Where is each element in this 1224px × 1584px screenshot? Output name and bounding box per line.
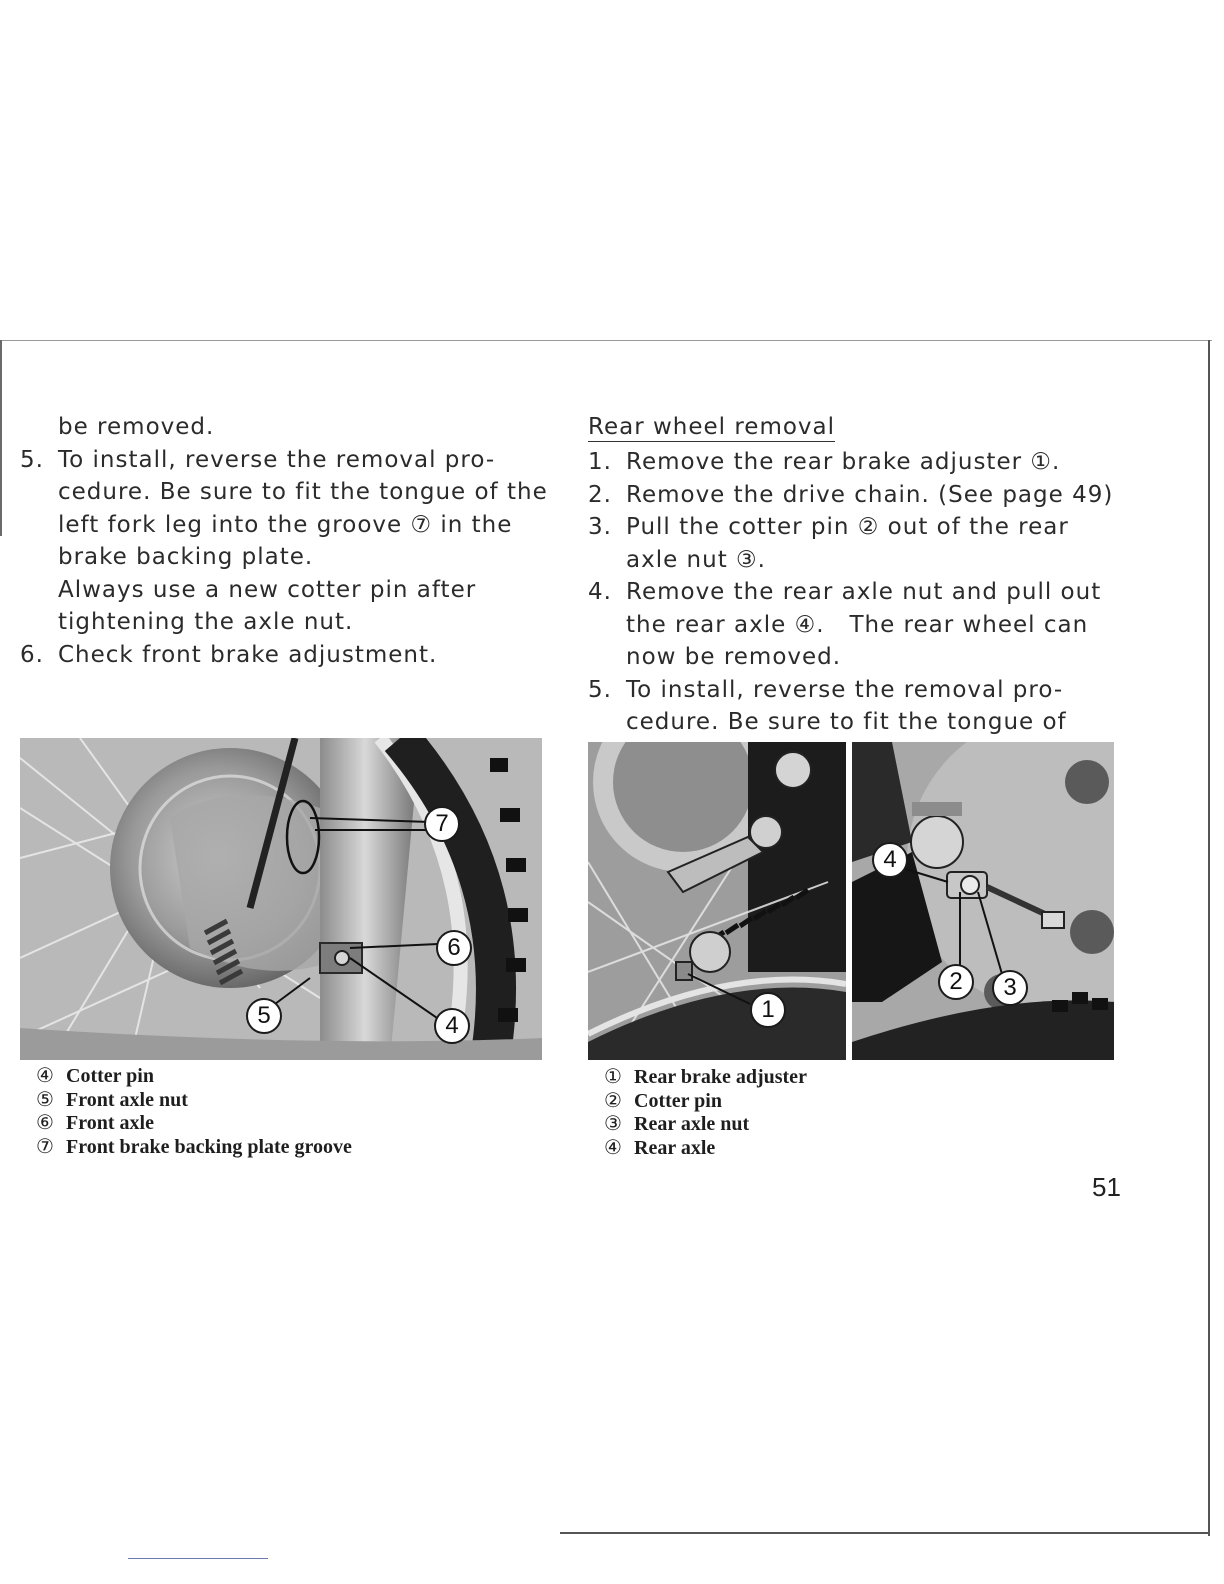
step-item [588,576,1124,674]
caption-text: Rear axle nut [634,1113,750,1135]
callout-4-rear: 4 [872,842,908,878]
caption-item [604,1066,807,1090]
text-line: cedure. Be sure to fit the tongue of the [58,479,548,505]
text-line: brake backing plate. [58,544,314,570]
step-text [626,479,1124,512]
step-item [20,444,555,639]
callout-4: 4 [434,1008,470,1044]
caption-text: Rear brake adjuster [634,1066,807,1088]
step-number: 2. [588,481,612,508]
caption-text: Front axle nut [66,1088,188,1111]
step-item [588,446,1124,479]
rear-brake-illustration [588,742,846,1060]
text-line: tightening the axle nut. [58,609,354,635]
text-line: Remove the drive chain. (See page 49) [626,481,1114,508]
callout-7: 7 [424,806,460,842]
text-line: Check front brake adjustment. [58,641,438,668]
step-number: 5. [588,676,612,703]
left-text-column [20,411,555,671]
caption-text: Front axle [66,1112,154,1134]
step-text [626,446,1124,479]
caption-item [36,1065,352,1089]
step-text [58,639,555,672]
text-line: axle nut ③. [626,546,766,573]
text-line: the rear axle ④. The rear wheel can [626,611,1089,638]
page-frame-right-rule [1208,340,1210,1536]
step-number: 1. [588,449,612,475]
front-wheel-photo [20,738,542,1060]
text-line: Remove the rear brake adjuster ①. [626,449,1061,475]
step-text [626,674,1124,739]
step-item [588,674,1124,739]
caption-item [604,1113,807,1137]
caption-text: Cotter pin [66,1065,154,1087]
text-line: Always use a new cotter pin after [58,576,477,603]
page-frame-bottom-rule [560,1532,1210,1534]
step-number: 3. [588,514,612,540]
caption-item [604,1090,807,1114]
callout-6: 6 [436,930,472,966]
caption-item [36,1136,352,1160]
step-text [58,444,555,639]
caption-item [36,1112,352,1136]
caption-marker: ⑦ [36,1135,54,1158]
page-number: 51 [1092,1172,1121,1202]
continuation-text: be removed. [58,414,215,440]
caption-text: Front brake backing plate groove [66,1135,352,1158]
step-item [588,479,1124,512]
right-text-column [588,411,1124,739]
caption-item [604,1137,807,1161]
rear-axle-photo [852,742,1114,1060]
callout-1: 1 [750,992,786,1028]
step-number: 4. [588,579,612,605]
caption-text: Cotter pin [634,1089,722,1112]
text-line: To install, reverse the removal pro- [58,446,496,473]
caption-marker: ③ [604,1113,622,1135]
caption-marker: ② [604,1089,622,1112]
rear-axle-illustration [852,742,1114,1060]
text-line: left fork leg into the groove ⑦ in the [58,511,513,538]
caption-marker: ⑥ [36,1112,54,1134]
text-line: now be removed. [626,644,842,670]
caption-marker: ⑤ [36,1088,54,1111]
caption-marker: ① [604,1066,622,1088]
step-text [626,511,1124,576]
caption-text: Rear axle [634,1136,716,1159]
callout-3: 3 [992,970,1028,1006]
text-line: Remove the rear axle nut and pull out [626,579,1102,605]
text-line: Pull the cotter pin ② out of the rear [626,514,1069,540]
callout-2: 2 [938,964,974,1000]
step-item [20,639,555,672]
step-number: 6. [20,641,44,668]
page-frame-left-rule [0,340,2,536]
text-line: cedure. Be sure to fit the tongue of [626,709,1067,735]
front-wheel-caption-list [36,1065,352,1159]
callout-5: 5 [246,998,282,1034]
step-text [626,576,1124,674]
caption-marker: ④ [36,1065,54,1087]
step-number: 5. [20,446,44,473]
rear-brake-photo [588,742,846,1060]
rear-wheel-caption-list [604,1066,807,1160]
section-heading: Rear wheel removal [588,414,836,440]
page-frame-top-rule [0,340,1212,341]
step-item [588,511,1124,576]
caption-marker: ④ [604,1136,622,1159]
footer-rule [128,1558,268,1559]
caption-item [36,1089,352,1113]
text-line: To install, reverse the removal pro- [626,676,1064,703]
